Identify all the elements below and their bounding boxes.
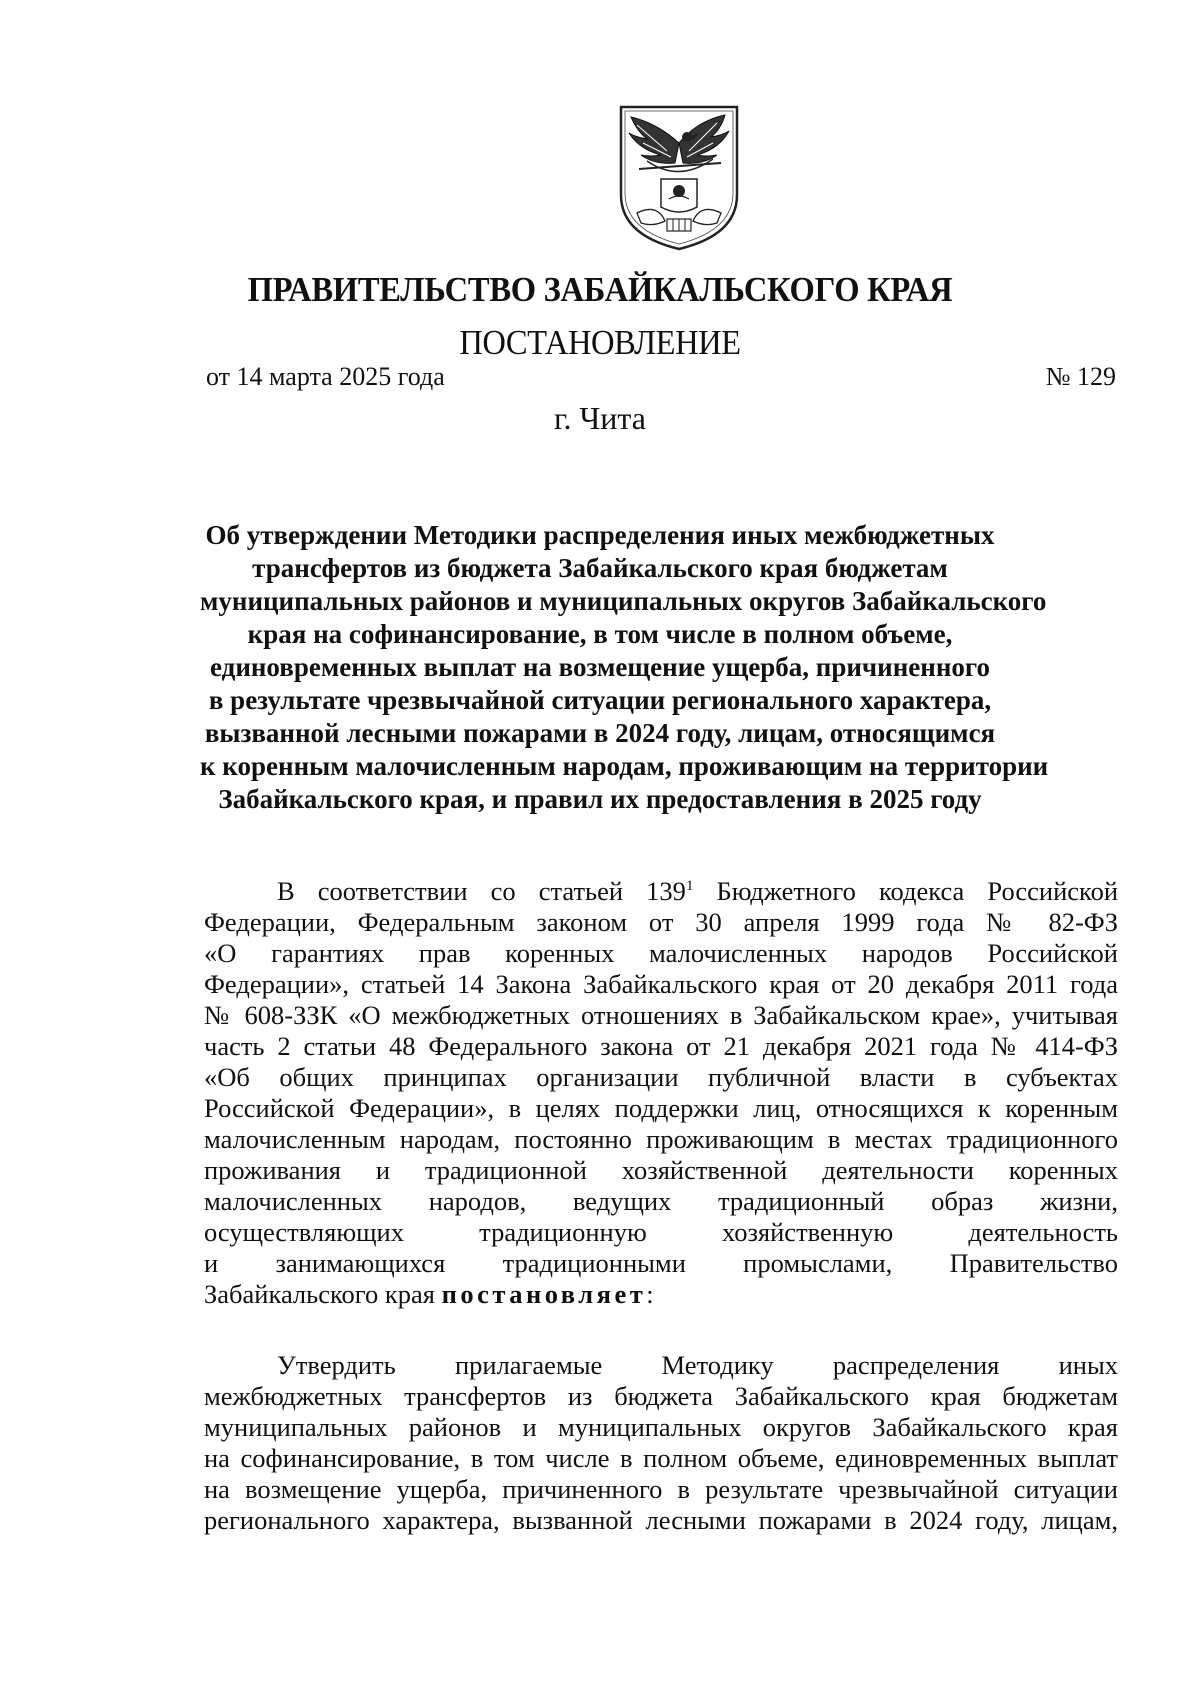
- paragraph-line: осуществляющих традиционную хозяйственную деятельность: [204, 1217, 1118, 1247]
- paragraph-line: регионального характера, вызванной лесными пожарами в 2024 году, лицам,: [204, 1505, 1118, 1535]
- line-text: Бюджетного кодекса Российской: [693, 876, 1119, 906]
- paragraph-line: Федерации», статьей 14 Закона Забайкальского края от 20 декабря 2011 года: [204, 969, 1118, 999]
- coat-of-arms-emblem: [617, 103, 741, 253]
- subject-line: Об утверждении Методики распределения иных межбюджетных: [205, 520, 995, 550]
- line-text: :: [646, 1279, 654, 1309]
- paragraph-line: «Об общих принципах организации публичной власти в субъектах: [204, 1062, 1118, 1092]
- document-date: от 14 марта 2025 года: [206, 362, 445, 391]
- subject-line: края на софинансирование, в том числе в полном объеме,: [247, 619, 953, 649]
- paragraph-line: [204, 876, 1118, 907]
- line-text: Забайкальского края: [204, 1279, 442, 1309]
- subject-line: муниципальных районов и муниципальных округов Забайкальского: [200, 586, 1047, 616]
- org-title: ПРАВИТЕЛЬСТВО ЗАБАЙКАЛЬСКОГО КРАЯ: [247, 270, 953, 309]
- document-number: № 129: [1045, 362, 1116, 391]
- paragraph-line: и занимающихся традиционными промыслами, Правительство: [204, 1248, 1118, 1278]
- paragraph-line: Российской Федерации», в целях поддержки лиц, относящихся к коренным: [204, 1093, 1118, 1123]
- paragraph-line: «О гарантиях прав коренных малочисленных народов Российской: [204, 938, 1118, 968]
- paragraph-line: на софинансирование, в том числе в полном объеме, единовременных выплат: [204, 1443, 1118, 1473]
- footnote-superscript: 1: [685, 878, 694, 894]
- paragraph-line: муниципальных районов и муниципальных округов Забайкальского края: [204, 1412, 1118, 1442]
- paragraph-line: проживания и традиционной хозяйственной деятельности коренных: [204, 1155, 1118, 1185]
- resolution-paragraph: [204, 1350, 1118, 1536]
- subject-line: Забайкальского края, и правил их предоставления в 2025 году: [218, 784, 982, 814]
- paragraph-line: № 608-ЗЗК «О межбюджетных отношениях в Забайкальском крае», учитывая: [204, 1000, 1118, 1030]
- subject-line: единовременных выплат на возмещение ущерба, причиненного: [210, 652, 990, 682]
- subject-line: к коренным малочисленным народам, проживающим на территории: [200, 751, 1049, 781]
- document-subject: [200, 519, 1049, 816]
- paragraph-line: малочисленных народов, ведущих традиционный образ жизни,: [204, 1186, 1118, 1216]
- paragraph-line: Федерации, Федеральным законом от 30 апреля 1999 года № 82-ФЗ: [204, 907, 1118, 937]
- paragraph-line: на возмещение ущерба, причиненного в результате чрезвычайной ситуации: [204, 1474, 1118, 1504]
- document-city: г. Чита: [553, 400, 646, 436]
- subject-line: в результате чрезвычайной ситуации регионального характера,: [208, 685, 992, 715]
- preamble-paragraph: [204, 876, 1118, 1310]
- paragraph-line: малочисленным народам, постоянно проживающим в местах традиционного: [204, 1124, 1118, 1154]
- paragraph-line: Утвердить прилагаемые Методику распределения иных: [277, 1350, 1118, 1380]
- paragraph-line: межбюджетных трансфертов из бюджета Забайкальского края бюджетам: [204, 1381, 1118, 1411]
- resolution-keyword: постановляет: [441, 1279, 647, 1309]
- subject-line: трансфертов из бюджета Забайкальского края бюджетам: [252, 553, 948, 583]
- line-text: В соответствии со статьей 139: [277, 876, 686, 906]
- subject-line: вызванной лесными пожарами в 2024 году, лицам, относящимся: [204, 718, 996, 748]
- paragraph-line: [204, 1279, 1118, 1310]
- paragraph-line: часть 2 статьи 48 Федерального закона от 21 декабря 2021 года № 414-ФЗ: [204, 1031, 1118, 1061]
- document-type: ПОСТАНОВЛЕНИЕ: [459, 323, 741, 362]
